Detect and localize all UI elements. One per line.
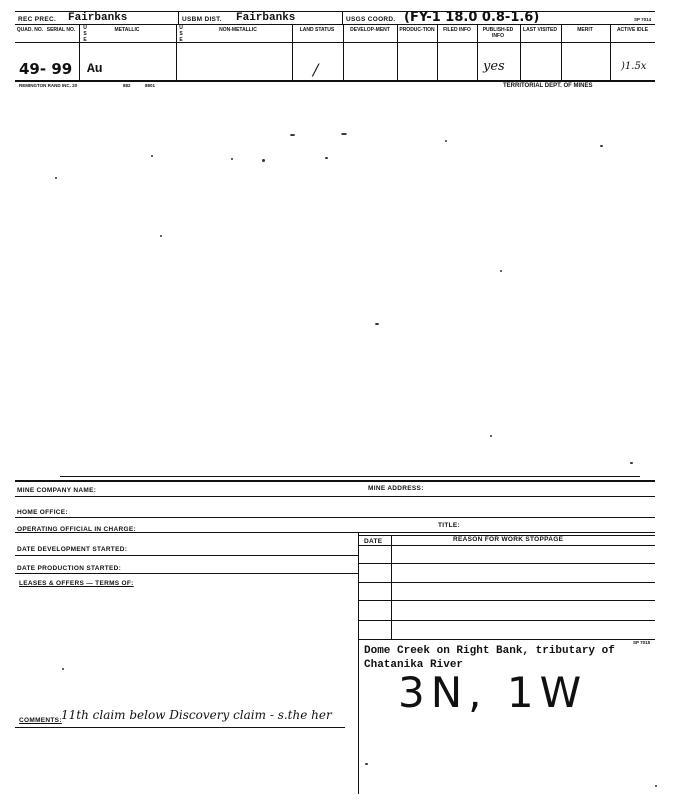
land-status-value: / <box>313 60 319 79</box>
mine-company-name-label: MINE COMPANY NAME: <box>17 487 97 494</box>
col-serial: SERIAL NO. <box>46 27 76 33</box>
metallic-value: Au <box>87 61 103 76</box>
col-production: PRODUC-TION <box>399 27 435 33</box>
printer-code-2: 8801 <box>145 83 156 88</box>
col-use-metallic: U S E <box>83 25 87 43</box>
col-last-visited: LAST VISITED <box>523 27 557 33</box>
col-published-info: PUBLISH-ED INFO <box>482 27 514 39</box>
home-office-label: HOME OFFICE: <box>17 509 68 516</box>
department-label: TERRITORIAL DEPT. OF MINES <box>503 83 593 89</box>
printer-label: REMINGTON RAND INC. 20 <box>19 83 78 88</box>
col-use-nonmetallic: U S E <box>179 25 183 43</box>
usgs-coord-value: (FY-1 18.0 0.8-1.6) <box>404 10 540 25</box>
col-land-status: LAND STATUS <box>299 27 335 33</box>
form-number: SP 7014 <box>634 17 652 22</box>
printer-code-1: 882 <box>123 83 131 88</box>
active-idle-value: )1.5x <box>621 61 647 72</box>
comments-label: COMMENTS: <box>19 717 62 724</box>
col-active-idle: ACTIVE IDLE <box>616 27 649 33</box>
col-metallic: METALLIC <box>114 27 140 33</box>
location-description: Dome Creek on Right Bank, tributary of Chatanika River <box>364 645 615 671</box>
date-column-header: DATE <box>364 538 383 545</box>
leases-offers-label: LEASES & OFFERS — TERMS OF: <box>19 580 134 587</box>
col-merit: MERIT <box>577 27 593 33</box>
rec-prec-value: Fairbanks <box>68 12 128 24</box>
col-quad: QUAD. NO. <box>16 27 44 33</box>
col-development: DEVELOP-MENT <box>350 27 390 33</box>
usgs-coord-label: USGS COORD. <box>346 16 396 23</box>
date-development-started-label: DATE DEVELOPMENT STARTED: <box>17 546 128 553</box>
title-label: TITLE: <box>438 522 461 529</box>
form-number-2: SP 7015 <box>633 640 651 645</box>
published-info-value: yes <box>483 59 505 74</box>
comments-value: 11th claim below Discovery claim - s.the her <box>61 708 332 722</box>
reason-column-header: REASON FOR WORK STOPPAGE <box>453 536 564 543</box>
handwritten-coordinates: 3N, 1W <box>398 668 588 717</box>
operating-official-label: OPERATING OFFICIAL IN CHARGE: <box>17 526 136 533</box>
date-production-started-label: DATE PRODUCTION STARTED: <box>17 565 122 572</box>
usbm-dist-value: Fairbanks <box>236 12 296 24</box>
quad-serial-value: 49- 99 <box>19 60 73 78</box>
mine-address-label: MINE ADDRESS: <box>368 485 424 492</box>
col-nonmetallic: NON-METALLIC <box>219 27 257 33</box>
usbm-dist-label: USBM DIST. <box>182 16 222 23</box>
col-filed-info: FILED INFO <box>443 27 471 33</box>
rec-prec-label: REC PREC. <box>18 16 57 23</box>
